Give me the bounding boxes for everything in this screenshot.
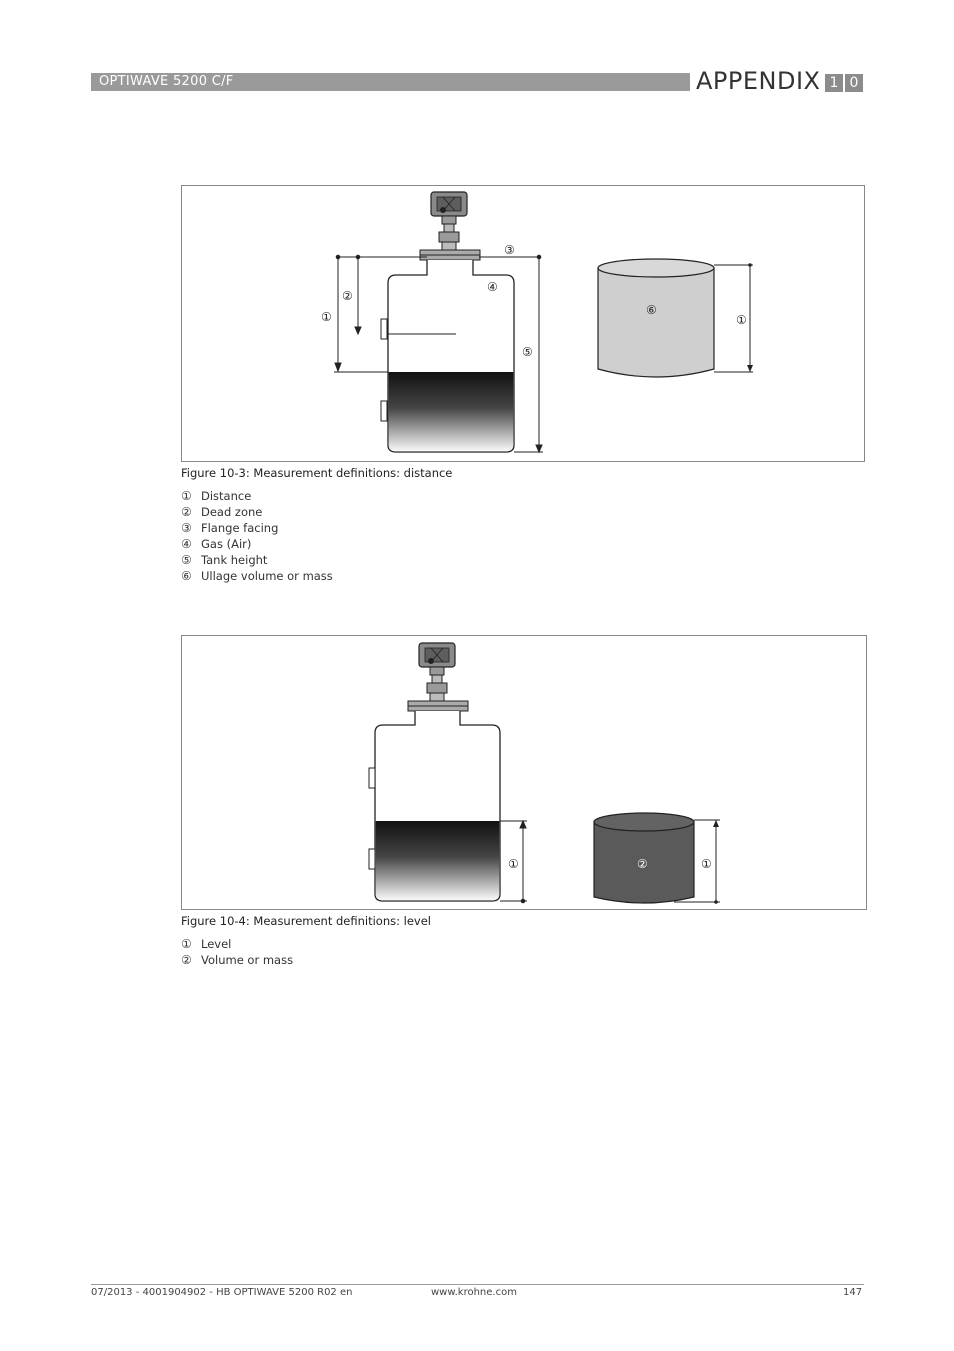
marker-3: ③ bbox=[504, 243, 515, 257]
marker-1: ① bbox=[321, 310, 332, 324]
marker-2: ② bbox=[342, 289, 353, 303]
marker-4: ④ bbox=[487, 280, 498, 294]
marker-2: ② bbox=[637, 857, 648, 871]
figure-distance bbox=[181, 185, 865, 462]
marker-5: ⑤ bbox=[522, 345, 533, 359]
legend-item: ① Distance bbox=[181, 489, 252, 503]
marker-1: ① bbox=[508, 857, 519, 871]
figure-distance-drawing bbox=[182, 186, 864, 461]
legend-item: ① Level bbox=[181, 937, 232, 951]
figure-caption-distance: Figure 10-3: Measurement definitions: distance bbox=[181, 466, 453, 480]
liquid-fill bbox=[389, 372, 514, 451]
marker-1-ullage: ① bbox=[736, 313, 747, 327]
legend-item: ② Dead zone bbox=[181, 505, 263, 519]
marker-1-volume: ① bbox=[701, 857, 712, 871]
figure-level bbox=[181, 635, 867, 910]
legend-distance bbox=[181, 488, 333, 584]
legend-item: ⑥ Ullage volume or mass bbox=[181, 569, 333, 583]
marker-6: ⑥ bbox=[646, 303, 657, 317]
legend-item: ② Volume or mass bbox=[181, 953, 294, 967]
legend-item: ③ Flange facing bbox=[181, 521, 279, 535]
ullage-cylinder bbox=[598, 259, 753, 377]
page-number: 147 bbox=[843, 1287, 863, 1298]
footer-divider bbox=[91, 1284, 864, 1285]
chapter-digit-1: 1 bbox=[825, 74, 843, 92]
figure-level-drawing bbox=[182, 636, 866, 909]
footer-website: www.krohne.com bbox=[431, 1287, 517, 1298]
section-title: APPENDIX bbox=[696, 67, 821, 95]
footer-doc-ref: 07/2013 - 4001904902 - HB OPTIWAVE 5200 R02 en bbox=[91, 1287, 353, 1298]
product-name: OPTIWAVE 5200 C/F bbox=[99, 74, 234, 89]
chapter-digit-2: 0 bbox=[845, 74, 863, 92]
legend-item: ④ Gas (Air) bbox=[181, 537, 252, 551]
liquid-fill bbox=[376, 821, 500, 900]
figure-caption-level: Figure 10-4: Measurement definitions: level bbox=[181, 914, 432, 928]
legend-item: ⑤ Tank height bbox=[181, 553, 268, 567]
legend-level bbox=[181, 936, 293, 968]
